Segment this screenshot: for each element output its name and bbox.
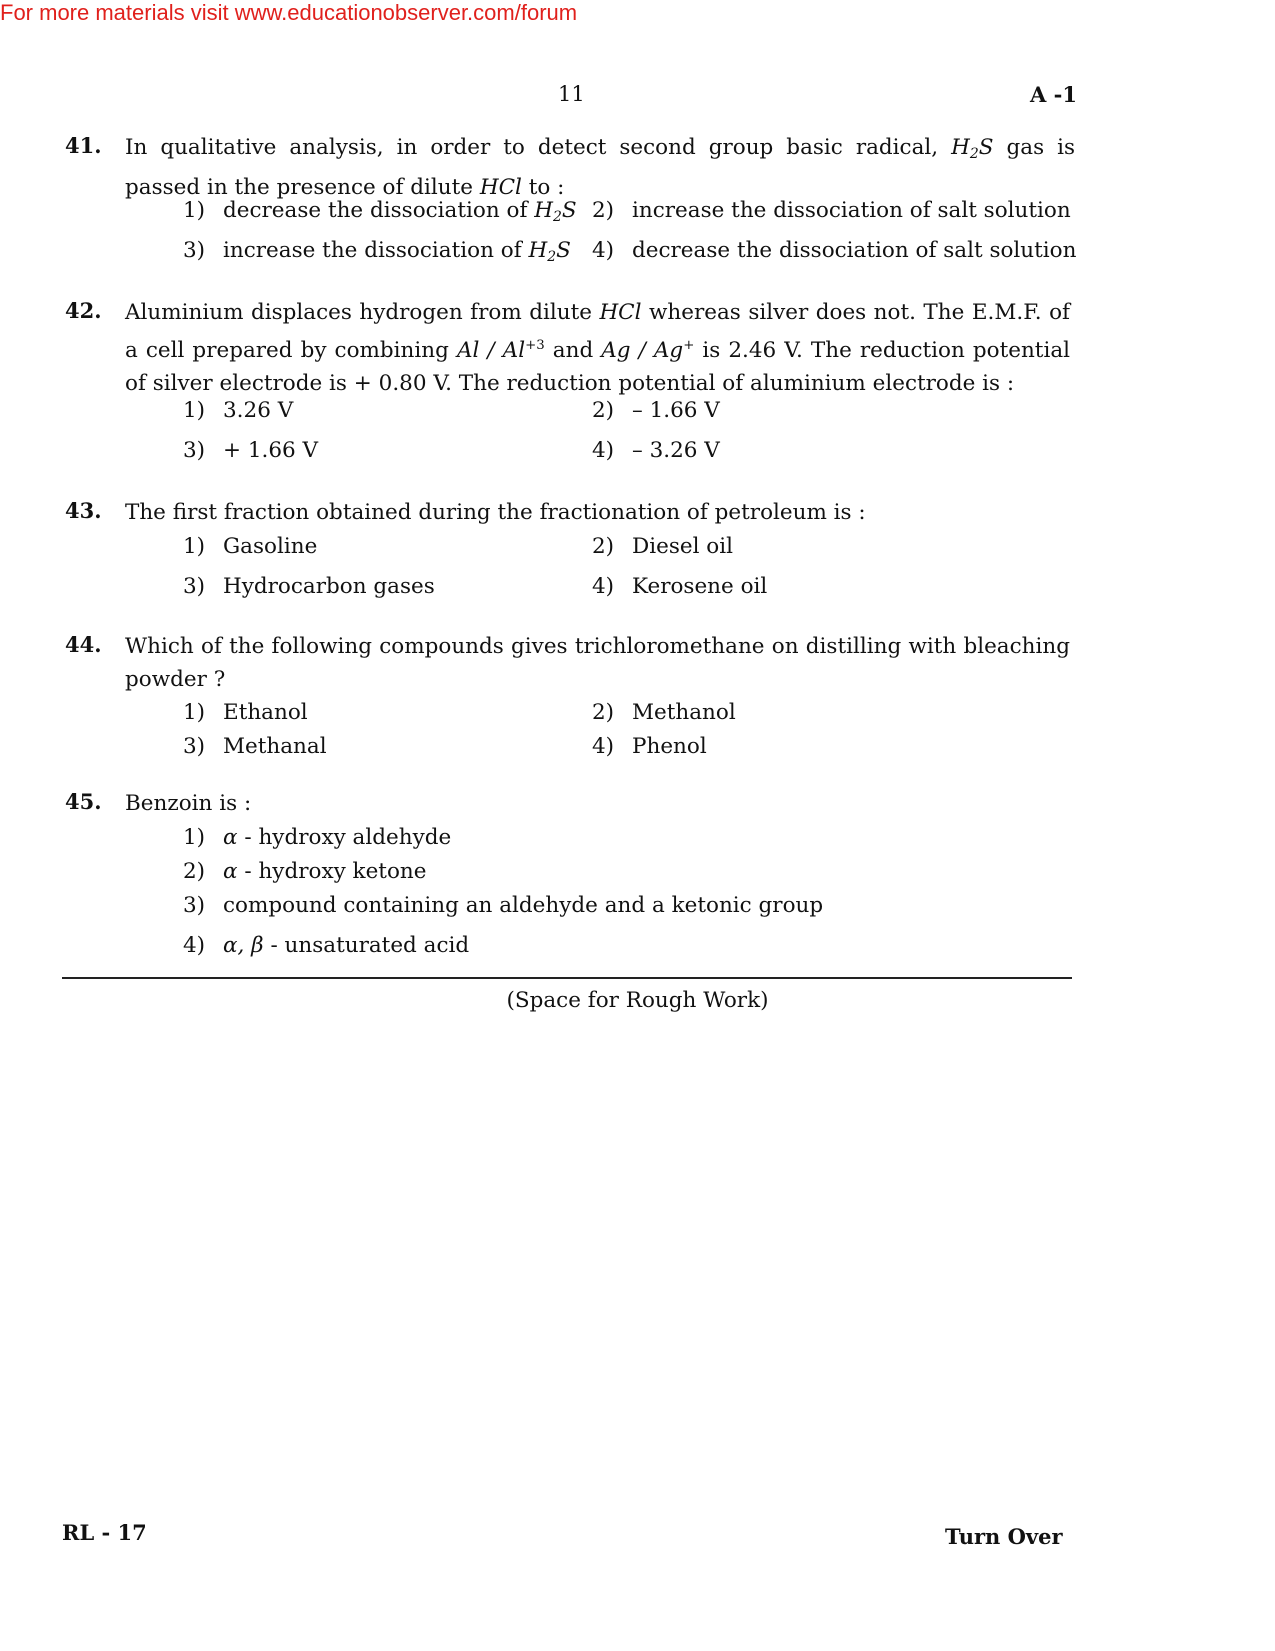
question-44-text: Which of the following compounds gives trichloromethane on distilling with bleaching powder ? xyxy=(125,634,1070,692)
question-45-option-2: 2) α - hydroxy ketone xyxy=(183,859,427,884)
question-41-option-3: 3) increase the dissociation of $H_2S$ xyxy=(183,238,571,265)
question-45-option-1: 1) α - hydroxy aldehyde xyxy=(183,825,452,850)
question-43-text: The first fraction obtained during the fractionation of petroleum is : xyxy=(125,500,866,525)
question-43-number: 43. xyxy=(65,498,102,523)
question-44-option-4: 4) Phenol xyxy=(592,734,707,759)
question-43-option-4: 4) Kerosene oil xyxy=(592,574,768,599)
question-45-option-4: 4) α, β - unsaturated acid xyxy=(183,933,470,958)
question-44-option-1: 1) Ethanol xyxy=(183,700,308,725)
question-42-option-1: 1) 3.26 V xyxy=(183,398,294,423)
question-43-option-1: 1) Gasoline xyxy=(183,534,318,559)
question-41-option-4: 4) decrease the dissociation of salt solution xyxy=(592,238,1077,263)
page-number: 11 xyxy=(558,82,585,106)
question-45-text: Benzoin is : xyxy=(125,791,252,816)
question-44-option-3: 3) Methanal xyxy=(183,734,327,759)
rough-work-divider xyxy=(62,977,1072,979)
question-45-number: 45. xyxy=(65,789,102,814)
question-44-option-2: 2) Methanol xyxy=(592,700,736,725)
question-42-text: Aluminium displaces hydrogen from dilute HCl whereas silver does not. The E.M.F. of a cell prepared by combining Al / $Al^{+3}$ and Ag / Ag+ is 2.46 V. The reduction potential of silver electrode is + 0.80 V. The reduction potential of aluminium electrode is : xyxy=(125,300,1071,396)
question-42-option-4: 4) – 3.26 V xyxy=(592,438,720,463)
question-43-option-2: 2) Diesel oil xyxy=(592,534,734,559)
question-45-option-3: 3) compound containing an aldehyde and a ketonic group xyxy=(183,893,824,918)
question-44-number: 44. xyxy=(65,632,102,657)
footer-turn-over: Turn Over xyxy=(945,1524,1063,1549)
question-42-option-2: 2) – 1.66 V xyxy=(592,398,720,423)
question-42-option-3: 3) + 1.66 V xyxy=(183,438,319,463)
question-41-number: 41. xyxy=(65,133,102,158)
paper-code: A -1 xyxy=(1030,82,1077,107)
question-41-option-2: 2) increase the dissociation of salt solution xyxy=(592,198,1071,223)
rough-work-label: (Space for Rough Work) xyxy=(506,988,769,1013)
footer-paper-id: RL - 17 xyxy=(62,1520,147,1545)
question-41-text: In qualitative analysis, in order to detect second group basic radical, $H_2S$ gas is passed in the presence of dilute HCl to : xyxy=(125,135,1075,200)
question-43-option-3: 3) Hydrocarbon gases xyxy=(183,574,435,599)
question-41-option-1: 1) decrease the dissociation of $H_2S$ xyxy=(183,198,577,225)
question-42-number: 42. xyxy=(65,298,102,323)
watermark-link[interactable]: For more materials visit www.educationobserver.com/forum xyxy=(0,0,578,25)
